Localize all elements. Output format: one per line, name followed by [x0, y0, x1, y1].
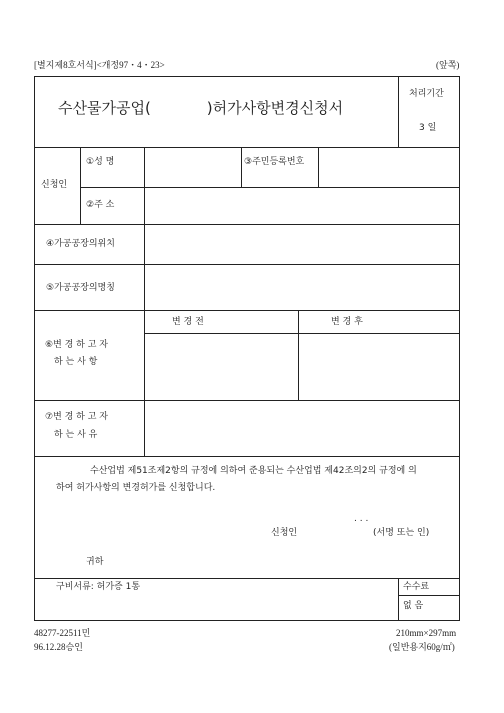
divider — [398, 578, 399, 621]
divider — [80, 147, 81, 225]
change-items-label: ⑥변 경 하 고 자 — [45, 340, 108, 350]
divider — [34, 224, 460, 225]
divider — [34, 264, 460, 265]
date-marks: . . . — [354, 514, 369, 524]
divider — [398, 595, 460, 596]
statement-line1: 수산업법 제51조제2항의 규정에 의하여 준용되는 수산업법 제42조의2의 규정에 의 — [90, 466, 417, 476]
plant-name-label: ⑤가공공장의명칭 — [46, 283, 115, 293]
page-side-label: (앞쪽) — [436, 60, 460, 70]
plant-location-label: ④가공공장의위치 — [46, 239, 115, 249]
fee-label: 수수료 — [403, 582, 430, 592]
divider — [241, 147, 242, 188]
plant-name-field[interactable] — [146, 266, 458, 309]
signature-note: (서명 또는 인) — [373, 528, 430, 538]
change-reason-label-line2: 하 는 사 유 — [54, 430, 98, 440]
change-reason-field[interactable] — [146, 402, 458, 455]
resident-number-field[interactable] — [320, 149, 458, 186]
name-label: ①성 명 — [86, 157, 115, 167]
applicant-signature-label: 신청인 — [271, 528, 298, 538]
divider — [34, 400, 460, 401]
paper-size: 210mm×297mm — [396, 628, 457, 638]
form-title — [58, 101, 343, 116]
before-change-header: 변 경 전 — [172, 317, 204, 327]
divider — [80, 187, 460, 188]
divider — [34, 147, 460, 148]
title-suffix: )허가사항변경신청서 — [206, 99, 344, 117]
addressee-label: 귀하 — [86, 557, 104, 567]
title-prefix: 수산물가공업( — [58, 99, 151, 117]
divider — [318, 147, 319, 188]
change-items-label-line2: 하 는 사 항 — [54, 357, 98, 367]
address-label: ②주 소 — [86, 200, 115, 210]
required-documents-label: 구비서류: 허가증 1통 — [56, 582, 141, 592]
form-code: 48277-22511민 — [34, 628, 91, 638]
divider — [144, 147, 145, 457]
plant-location-field[interactable] — [146, 226, 458, 263]
signature-field[interactable] — [305, 524, 367, 540]
divider — [398, 76, 399, 148]
before-change-field[interactable] — [146, 335, 296, 399]
statement-line2: 하여 허가사항의 변경허가를 신청합니다. — [56, 483, 216, 493]
address-field[interactable] — [146, 189, 458, 223]
processing-period-value: 3 일 — [419, 123, 437, 133]
resident-number-label: ③주민등록번호 — [244, 157, 305, 167]
divider — [298, 310, 299, 401]
after-change-header: 변 경 후 — [331, 317, 363, 327]
fee-value: 없 음 — [403, 601, 424, 611]
processing-period-label: 처리기간 — [409, 89, 444, 99]
form-number-label: [별지제8호서식]<개정97・4・23> — [34, 60, 165, 70]
name-field[interactable] — [146, 149, 239, 186]
approval-date: 96.12.28승인 — [34, 642, 83, 652]
divider — [34, 310, 460, 311]
change-reason-label: ⑦변 경 하 고 자 — [45, 412, 108, 422]
divider — [34, 578, 460, 579]
applicant-group-label: 신청인 — [41, 180, 68, 190]
paper-spec: (일반용지60g/㎡) — [389, 642, 455, 652]
after-change-field[interactable] — [300, 335, 458, 399]
divider — [144, 333, 460, 334]
divider — [34, 456, 460, 457]
